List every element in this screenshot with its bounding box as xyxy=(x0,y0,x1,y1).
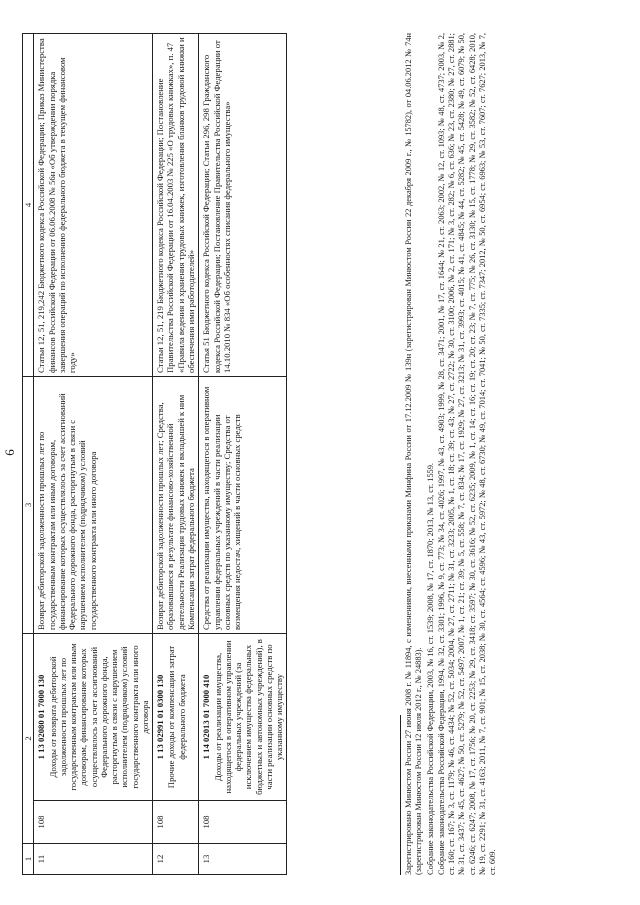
revenue-content: Возврат дебиторской задолженности прошлых лет по государственным контрактам или иным договорам, финансирование которых осуществлялось за счет ассигнований Федерального дорожного фонда, расторгнутым в связи с нарушением исполнителем (подрядчиком) условий государственного контракта или иного договора xyxy=(34,377,153,634)
admin-code: 108 xyxy=(199,801,287,844)
header-cell: 2 xyxy=(23,634,34,844)
revenue-code-cell xyxy=(199,634,287,801)
revenue-content: Возврат дебиторской задолженности прошлых лет; Средства, образовавшиеся в результате финансово-хозяйственной деятельности Реализация трудовых книжек и вкладышей к ним Компенсация затрат федерального бюджета xyxy=(153,377,199,634)
revenue-name: Доходы от возврата дебиторской задолженности прошлых лет по государственным контрактам или иным договорам, финансирование которых осуществлялось за счет ассигнований Федерального дорожного фонда, расторгнутым в связи с нарушением исполнителем (подрядчиком) условий государственного контракта или иного договора xyxy=(47,643,150,791)
revenue-codes-table xyxy=(22,33,287,875)
revenue-code-cell xyxy=(34,634,153,801)
page-number: 6 xyxy=(2,449,17,456)
row-number: 11 xyxy=(34,844,153,875)
admin-code: 108 xyxy=(34,801,153,844)
row-number: 13 xyxy=(199,844,287,875)
revenue-code: 1 13 02080 01 7000 130 xyxy=(36,674,47,760)
header-row xyxy=(23,34,34,875)
legal-basis: Статьи 12, 51, 219,242 Бюджетного кодекса Российской Федерации; Приказ Министерства финансов Российской Федерации от 06.06.2008 № 56н «Об утверждении порядка завершения операций по исполнению федерального бюджета в текущем финансовом году» xyxy=(34,34,153,377)
table-row xyxy=(153,34,199,875)
footnote: Собрание законодательства Российской Федерации, 2003, № 16, ст. 1539; 2008, № 17, ст. 1870; 2013, № 13, ст. 1559. xyxy=(425,462,435,875)
legal-basis: Статьи 12, 51, 219 Бюджетного кодекса Российской Федерации; Постановление Правительства Российской Федерации от 16.04.2003 № 225 «О трудовых книжках», п. 47 «Правила ведения и хранения трудовых книжек, изготовления бланков трудовой книжки и обеспечения ими работодателей» xyxy=(153,34,199,377)
admin-code: 108 xyxy=(153,801,199,844)
footnote: Зарегистрировано Минюстом России 27 июня 2008 г. № 11894, с изменениями, внесенными приказами Минфина России от 17.12.2009 № 139н (зарегистрирован Минюстом России 22 декабря 2009 г., № 15782), от 04.06.2012 № 74н (зарегистрирован Минюстом России 12 июля 2012 г., № 24883). xyxy=(404,33,424,875)
header-cell: 1 xyxy=(23,844,34,875)
row-number: 12 xyxy=(153,844,199,875)
footnote: Собрание законодательства Российской Федерации, 1994, № 32, ст. 3301; 1996, № 9, ст. 773; № 34, ст. 4026; 1997, № 43, ст. 4903; 1999, № 28, ст. 3471; 2001, № 17, ст. 1644; № 21, ст. 2063; 2002, № 12, ст. 1093; № 48, ст. 4737; 2003, № 2, ст. 160; ст. 167; № 3, ст. 1179; № 46, ст. 4434; № 52, ст. 5034; 2004, № 27, ст. 2711; № 31, ст. 3233; 2005, № 1, ст. 18; ст. 39; ст. 43; № 27, ст. 2722; № 30, ст. 3100; 2006, № 2, ст. 171; № 3, ст. 282; № 6, ст. 636; № 23, ст. 2380; № 27, ст. 2881; № 31, ст. 3437; № 45, ст. 4627; № 50, ст. 5279; № 52, ст. 5497; 2007, № 1, ст. 21; ст. 39; № 5, ст. 558; № 7, ст. 834; № 17, ст. 1929; № 27, ст. 3213; № 31, ст. 3993; ст. 4015; № 41, ст. 4845; № 44, ст. 5282; № 45, ст. 5428; № 49, ст. 6079; № 50, ст. 6246; ст. 6247; 2008, № 17, ст. 1756; № 20, ст. 2253; № 29, ст. 3418; ст. 3597; № 30, ст. 3616; № 52, ст. 6235; 2009, № 1, ст. 14; ст. 16; ст. 19; ст. 20; ст. 23; № 7, ст. 775; № 26, ст. 3130; № 15, ст. 1778; № 29, ст. 3582; № 52, ст. 6428; 2010, № 19, ст. 2291; № 31, ст. 4163; 2011, № 7, ст. 901; № 15, ст. 2038; № 30, ст. 4564; ст. 4596; № 43, ст. 5972; № 48, ст. 6730; № 49, ст. 7014; ст. 7041; № 50, ст. 7335; ст. 7347; 2012, № 50, ст. 6954; ст. 6963; № 53, ст. 7607; ст. 7627; 2013, № 7, ст. 609. xyxy=(436,33,497,875)
table-row xyxy=(199,34,287,875)
revenue-code: 1 14 02013 01 7000 410 xyxy=(201,674,212,760)
footnotes xyxy=(404,33,499,875)
revenue-code: 1 13 02991 01 0300 130 xyxy=(155,674,166,760)
revenue-name: Прочие доходы от компенсации затрат федерального бюджета xyxy=(166,645,187,789)
revenue-content: Средства от реализации имущества, находящегося в оперативном управлении федеральных учреждений в части реализации основных средств по указанному имуществу; Средства от возмещения недостач, хищений в части основных средств xyxy=(199,377,287,634)
revenue-name: Доходы от реализации имущества, находящегося в оперативном управлении федеральных учреждений (за исключением имущества федеральных бюджетных и автономных учреждений), в части реализации основных средств по указанному имуществу xyxy=(212,639,285,795)
legal-basis: Статья 51 Бюджетного кодекса Российской Федерации; Статьи 296, 298 Гражданского кодекса Российской Федерации; Постановление Правительства Российской Федерации от 14.10.2010 № 834 «Об особенностях списания федерального имущества» xyxy=(199,34,287,377)
header-cell: 3 xyxy=(23,377,34,634)
table-row xyxy=(34,34,153,875)
header-cell: 4 xyxy=(23,34,34,377)
revenue-code-cell xyxy=(153,634,199,801)
footnote-divider xyxy=(400,715,401,875)
